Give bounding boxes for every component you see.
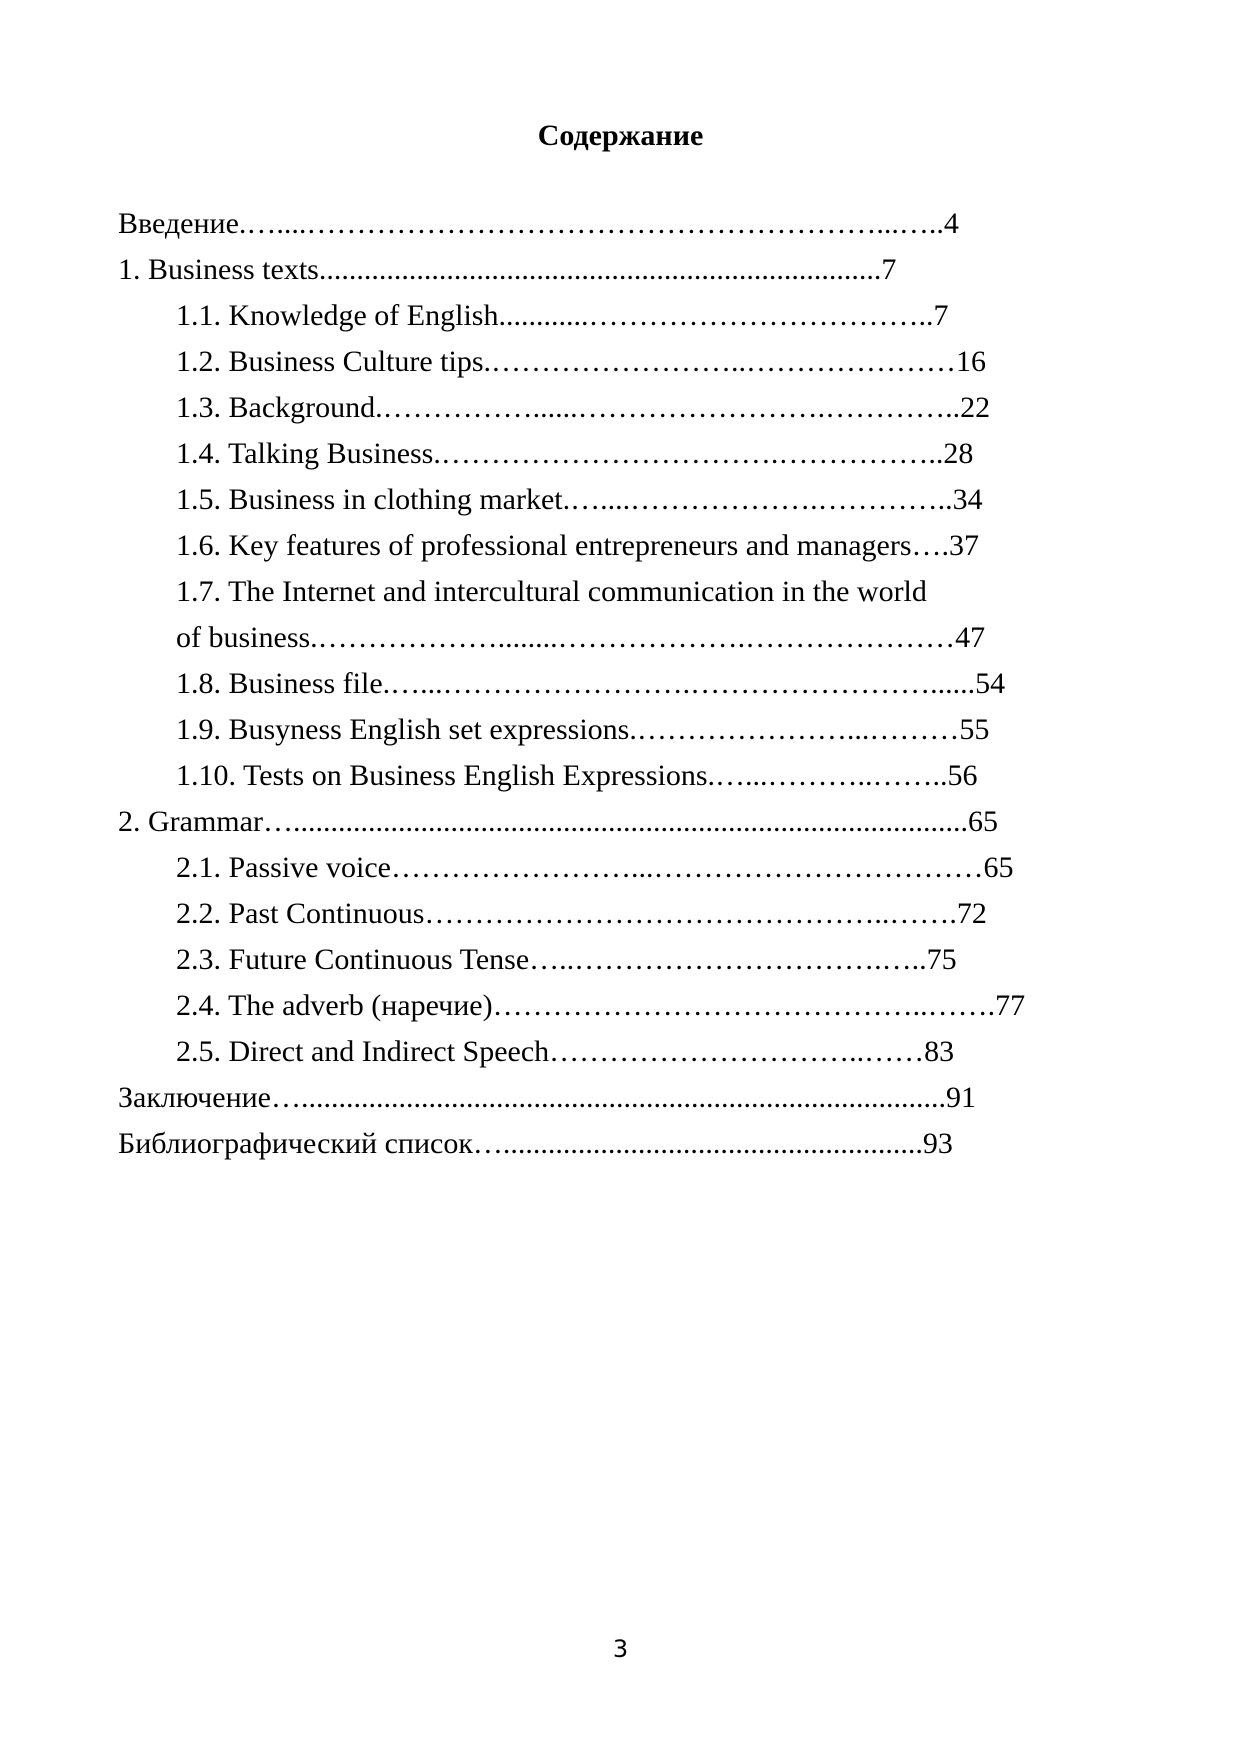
toc-entry-conclusion: Заключение…......................................................................................91 (118, 1081, 976, 1114)
toc-entry-1-3: 1.3. Background.……………......…………………….…………..22 (176, 391, 991, 424)
toc-entry-2-2: 2.2. Past Continuous………………………………………..…….72 (176, 897, 987, 930)
toc-entry-1-4: 1.4. Talking Business.…………………………….……………..28 (176, 437, 974, 470)
toc-entry-2-3: 2.3. Future Continuous Tense…..………………………….…..75 (176, 943, 957, 976)
page-number: 3 (612, 1635, 629, 1663)
toc-entry-1-1: 1.1. Knowledge of English............……………………………..7 (176, 299, 949, 332)
toc-entry-1-5: 1.5. Business in clothing market.…....……………….…………..34 (176, 483, 983, 516)
toc-entry-1-10: 1.10. Tests on Business English Expressions.…...………..……..56 (176, 759, 978, 792)
toc-entry-1-8: 1.8. Business file.…...…………………….……………………......54 (176, 667, 1006, 700)
toc-entry-1-6: 1.6. Key features of professional entrepreneurs and managers….37 (176, 529, 980, 562)
toc-entry-1-9: 1.9. Busyness English set expressions.…………………...………55 (176, 713, 990, 746)
toc-entry-business-texts: 1. Business texts...........................................................................7 (118, 253, 897, 286)
toc-entry-1-7-line-1: 1.7. The Internet and intercultural communication in the world (176, 575, 927, 608)
toc-entry-grammar: 2. Grammar…..........................................................................................65 (118, 805, 998, 838)
toc-entry-2-5: 2.5. Direct and Indirect Speech…………………………..……83 (176, 1035, 955, 1068)
toc-entry-1-2: 1.2. Business Culture tips.……………………..…………………16 (176, 345, 987, 378)
toc-entry-1-7-line-2: of business.………………........……………….…………………47 (176, 621, 986, 654)
toc-entry-2-1: 2.1. Passive voice……………………...……………………………65 (176, 851, 1014, 884)
toc-entry-bibliography: Библиографический список…........................................................93 (118, 1127, 953, 1160)
page-title: Содержание (537, 119, 704, 152)
toc-entry-2-4: 2.4. The adverb (наречие)……………………………………..…….77 (176, 989, 1026, 1022)
toc-entry-introduction: Введение.…....…………………………………………………...…..4 (118, 207, 959, 240)
